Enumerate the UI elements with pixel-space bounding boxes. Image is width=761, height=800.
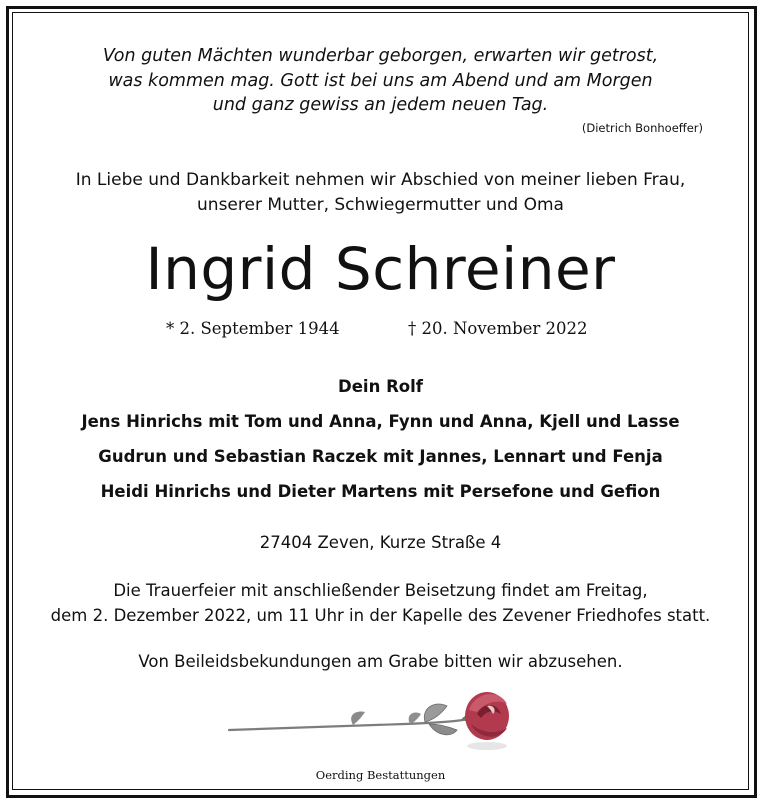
condolence-note: Von Beileidsbekundungen am Grabe bitten wir abzusehen. [138,652,623,671]
death-date: † 20. November 2022 [408,319,588,338]
service-line: dem 2. Dezember 2022, um 11 Uhr in der Kapelle des Zevener Friedhofes statt. [50,606,711,625]
rose-icon [225,684,515,754]
address: 27404 Zeven, Kurze Straße 4 [259,533,502,552]
service-line: Die Trauerfeier mit anschließender Beisetzung findet am Freitag, [113,581,648,600]
service-info [0,578,761,628]
intro-line: unserer Mutter, Schwiegermutter und Oma [197,195,564,215]
intro-text [0,168,761,218]
birth-date: * 2. September 1944 [166,319,340,338]
mourner-line: Dein Rolf [338,377,423,396]
mourner-line: Jens Hinrichs mit Tom und Anna, Fynn und Anna, Kjell und Lasse [81,412,680,431]
mourner-line: Gudrun und Sebastian Raczek mit Jannes, Lennart und Fenja [98,447,663,466]
deceased-name: Ingrid Schreiner [145,235,616,303]
rose-bloom [465,692,509,740]
poem-line: und ganz gewiss an jedem neuen Tag. [212,95,549,115]
mourners-list [0,369,761,509]
intro-line: In Liebe und Dankbarkeit nehmen wir Abschied von meiner lieben Frau, [75,170,686,190]
poem-author: (Dietrich Bonhoeffer) [581,121,703,135]
poem-quote [0,44,761,118]
mourner-line: Heidi Hinrichs und Dieter Martens mit Persefone und Gefion [100,482,661,501]
poem-line: was kommen mag. Gott ist bei uns am Abend und am Morgen [108,70,653,91]
funeral-home: Oerding Bestattungen [315,768,446,782]
poem-line: Von guten Mächten wunderbar geborgen, erwarten wir getrost, [102,46,659,66]
